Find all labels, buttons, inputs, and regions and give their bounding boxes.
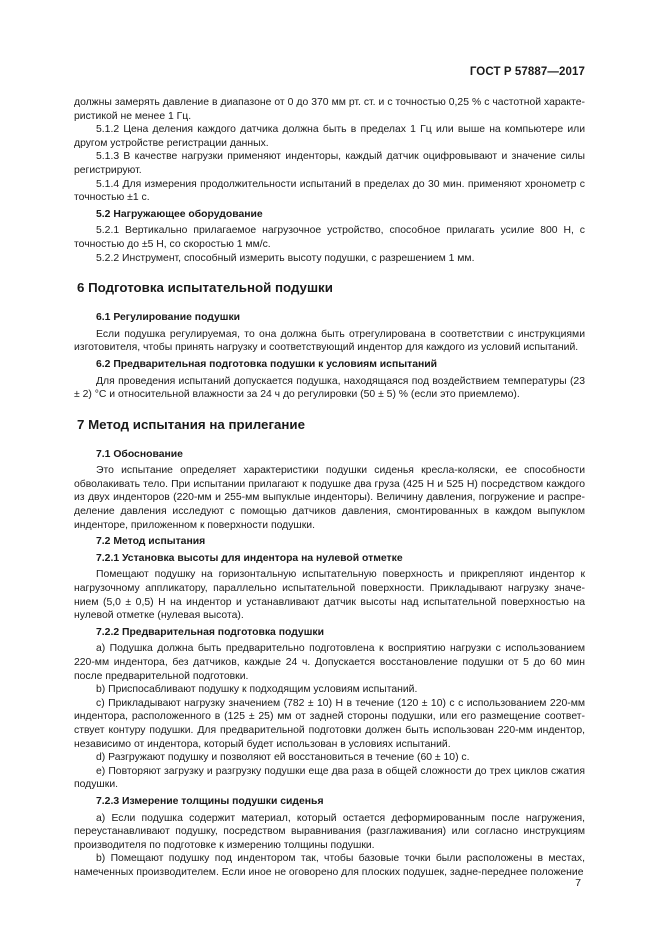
page-number: 7 xyxy=(575,878,581,889)
clause-7-2-1: Помещают подушку на горизонтальную испытательную поверхность и прикрепляют индентор к нагрузочному аппликатору, параллельно испытательной поверхности. Прикладывают нагрузку значением (5,0 ± 0,5) Н на индентор и устанавливают датчик высоты над испытательной поверхностью на нулевой отметке (нулевая высота). xyxy=(74,569,585,622)
clause-5-1-3: 5.1.3 В качестве нагрузки применяют инденторы, каждый датчик оцифровывают и значение силы регистрируют. xyxy=(74,151,585,176)
clause-5-1-4: 5.1.4 Для измерения продолжительности испытаний в пределах до 30 мин. применяют хронометр с точностью ±1 с. xyxy=(74,178,585,204)
clause-7-2-2-a: a) Подушка должна быть предварительно подготовлена к восприятию нагрузки с использованием 220-мм индентора, без датчиков, каждые 24 ч. Допускается восстановление подушки от 5 до 60 мин после предварительной подготовки. xyxy=(74,643,585,682)
heading-6-1: 6.1 Регулирование подушки xyxy=(96,312,241,324)
clause-7-2-3-b: b) Помещают подушку под индентором так, чтобы базовые точки были расположены в местах, намеченных производителем. Если иное не оговорено для плоских подушек, задне-переднее положение xyxy=(74,853,585,878)
clause-7-2-3-a: a) Если подушка содержит материал, который остается деформированным после нагружения, переустанавливают подушку, посредством выравнивания (разглаживания) или согласно инструкциям производителя по подготовке к измерению толщины подушки. xyxy=(74,812,585,851)
clause-7-2-2-b: b) Приспосабливают подушку к подходящим условиям испытаний. xyxy=(96,684,418,696)
clause-7-1: Это испытание определяет характеристики подушки сиденья кресла-коляски, ее способности обволакивать тело. При испытании прилагают к подушке два груза (425 Н и 525 Н) посредством каждого из двух инденторов (220-мм и 255-мм выпуклые инденторы). Величину давления, погружение и распределение давления исследуют с помощью датчиков давления, смонтированных в каждом выпуклом инденторе, приложенном к поверхности подушки. xyxy=(74,465,585,531)
clause-7-2-2-c: c) Прикладывают нагрузку значением (782 ± 10) Н в течение (120 ± 10) с с использованием 220-мм индентора, расположенного в (125 ± 25) мм от задней стороны подушки, или его размещение соответствует контуру подушки. Для предварительной подготовки должен быть использован 220-мм индентор, независимо от индентора, который будет использован в условиях испытаний. xyxy=(74,697,585,750)
clause-7-2-2-d: d) Разгружают подушку и позволяют ей восстановиться в течение (60 ± 10) с. xyxy=(96,752,470,764)
clause-6-1: Если подушка регулируемая, то она должна быть отрегулирована в соответствии с инструкциями изготовителя, чтобы принять нагрузку и соответствующий индентор для каждого из условий испытаний. xyxy=(74,328,585,354)
heading-6-2: 6.2 Предварительная подготовка подушки к условиям испытаний xyxy=(96,358,438,370)
heading-7-2: 7.2 Метод испытания xyxy=(96,536,206,548)
heading-7-1: 7.1 Обоснование xyxy=(96,448,183,460)
clause-5-1-2: 5.1.2 Цена деления каждого датчика должна быть в пределах 1 Гц или выше на компьютере или другом устройстве регистрации данных. xyxy=(74,124,585,149)
clause-5-2-1: 5.2.1 Вертикально прилагаемое нагрузочное устройство, способное прилагать усилие 800 Н, с точностью до ±5 Н, со скоростью 1 мм/с. xyxy=(74,225,585,250)
heading-7-2-2: 7.2.2 Предварительная подготовка подушки xyxy=(96,626,324,638)
heading-5-2: 5.2 Нагружающее оборудование xyxy=(96,208,263,220)
heading-7-2-1: 7.2.1 Установка высоты для индентора на нулевой отметке xyxy=(96,552,403,564)
clause-5-2-2: 5.2.2 Инструмент, способный измерить высоту подушки, с разрешением 1 мм. xyxy=(96,252,475,264)
page-content xyxy=(74,96,585,880)
heading-section-7: 7 Метод испытания на прилегание xyxy=(77,416,305,432)
clause-6-2: Для проведения испытаний допускается подушка, находящаяся под воздействием температуры (23 ± 2) °С и относительной влажности за 24 ч до регулировки (50 ± 5) % (если это приемлемо). xyxy=(74,375,585,401)
clause-7-2-2-e: e) Повторяют загрузку и разгрузку подушки еще два раза в общей сложности до трех циклов сжатия подушки. xyxy=(74,765,585,791)
heading-7-2-3: 7.2.3 Измерение толщины подушки сиденья xyxy=(96,795,324,807)
heading-section-6: 6 Подготовка испытательной подушки xyxy=(77,280,333,296)
document-code: ГОСТ Р 57887—2017 xyxy=(469,66,585,78)
paragraph-continuation: должны замерять давление в диапазоне от 0 до 370 мм рт. ст. и с точностью 0,25 % с частотной характеристикой не менее 1 Гц. xyxy=(74,97,585,122)
